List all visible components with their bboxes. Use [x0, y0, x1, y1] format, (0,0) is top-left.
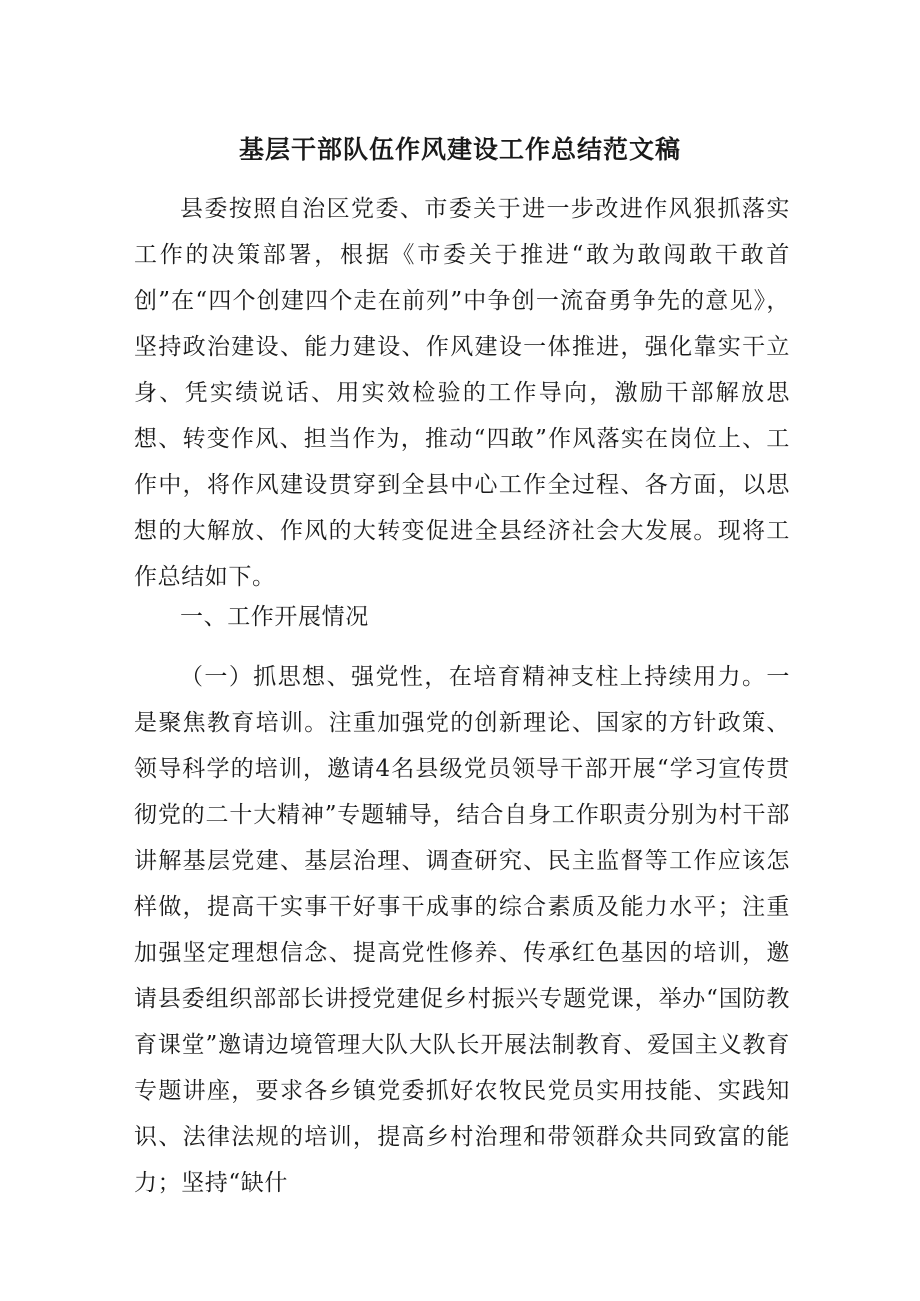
section-heading: 一、工作开展情况 [180, 604, 369, 630]
intro-paragraph: 县委按照自治区党委、市委关于进一步改进作风狠抓落实工作的决策部署，根据《市委关于推进“敢为敢闯敢干敢首创”在“四个创建四个走在前列”中争创一流奋勇争先的意见》，坚持政治建设、能力建设、作风建设一体推进，强化靠实干立身、凭实绩说话、用实效检验的工作导向，激励干部解放思想、转变作风、担当作为，推动“四敢”作风落实在岗位上、工作中，将作风建设贯穿到全县中心工作全过程、各方面，以思想的大解放、作风的大转变促进全县经济社会大发展。现将工作总结如下。 [134, 196, 790, 590]
document-title: 基层干部队伍作风建设工作总结范文稿 [238, 135, 681, 164]
section-paragraph: （一）抓思想、强党性，在培育精神支柱上持续用力。一是聚焦教育培训。注重加强党的创新理论、国家的方针政策、领导科学的培训，邀请4名县级党员领导干部开展“学习宣传贯彻党的二十大精神”专题辅导，结合自身工作职责分别为村干部讲解基层党建、基层治理、调查研究、民主监督等工作应该怎样做，提高干实事干好事干成事的综合素质及能力水平；注重加强坚定理想信念、提高党性修养、传承红色基因的培训，邀请县委组织部部长讲授党建促乡村振兴专题党课，举办“国防教育课堂”邀请边境管理大队大队长开展法制教育、爱国主义教育专题讲座，要求各乡镇党委抓好农牧民党员实用技能、实践知识、法律法规的培训，提高乡村治理和带领群众共同致富的能力；坚持“缺什 [134, 664, 790, 1196]
